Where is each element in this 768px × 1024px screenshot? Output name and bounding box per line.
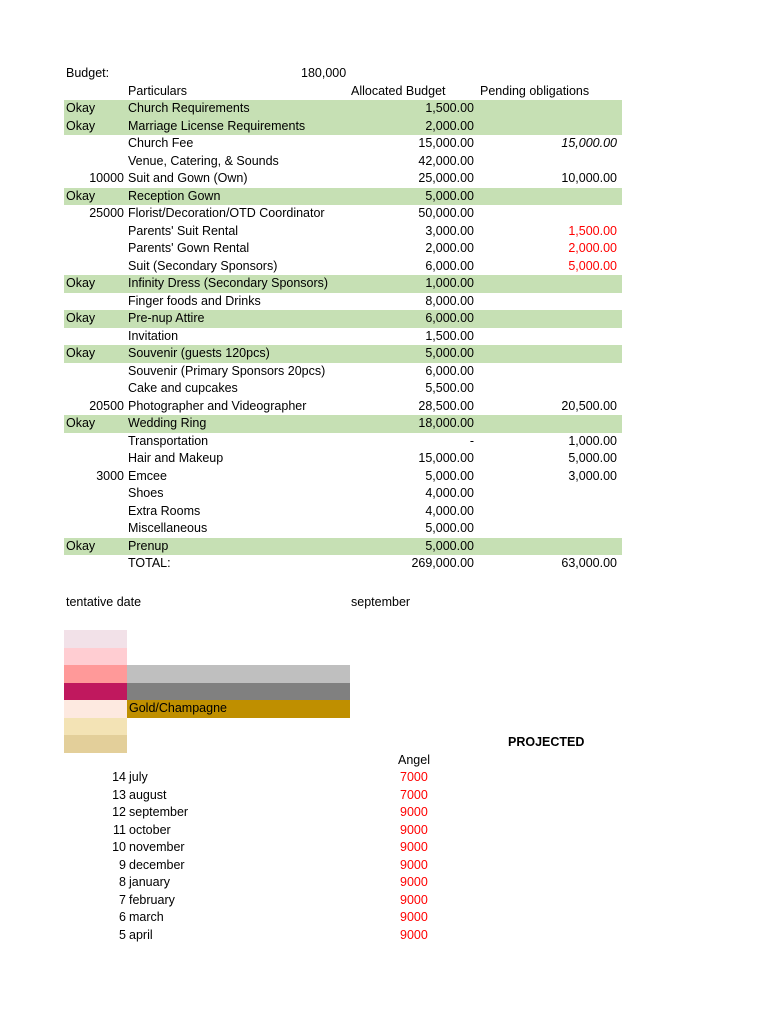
row-particular: Extra Rooms	[128, 503, 201, 518]
color-swatch	[64, 735, 127, 753]
table-row	[64, 415, 622, 433]
budget-value: 180,000	[301, 66, 347, 80]
projected-row-month: march	[129, 910, 164, 924]
row-pending-obligation: 1,500.00	[568, 223, 617, 238]
row-allocated-budget: 15,000.00	[418, 451, 474, 465]
column-header-allocated: Allocated Budget	[351, 84, 446, 98]
row-allocated-budget: 2,000.00	[425, 118, 474, 133]
row-particular: Transportation	[128, 433, 209, 448]
table-row	[64, 380, 622, 398]
projected-row-number: 11	[113, 822, 126, 837]
row-allocated-budget: 1,500.00	[425, 101, 474, 115]
row-pending-obligation: 15,000.00	[561, 136, 617, 150]
row-particular: Shoes	[128, 486, 164, 500]
table-row	[64, 520, 622, 538]
table-row	[64, 468, 622, 486]
table-row	[64, 153, 622, 171]
projected-row-amount: 9000	[400, 840, 428, 854]
table-row	[64, 170, 622, 188]
table-row	[64, 118, 622, 136]
row-status: Okay	[66, 101, 96, 115]
color-swatch	[64, 665, 127, 683]
color-swatch	[64, 648, 127, 666]
row-allocated-budget: 6,000.00	[425, 311, 474, 325]
color-bar	[127, 700, 350, 718]
projected-row-number: 14	[112, 770, 126, 784]
row-pending-obligation: 5,000.00	[568, 258, 617, 273]
column-header-pending: Pending obligations	[480, 84, 590, 98]
budget-label: Budget:	[66, 66, 110, 80]
row-allocated-budget: 5,000.00	[425, 538, 474, 553]
row-allocated-budget: 50,000.00	[418, 206, 474, 220]
table-row	[64, 555, 622, 573]
row-allocated-budget: 1,500.00	[425, 328, 474, 343]
table-row	[64, 345, 622, 363]
row-particular: Prenup	[128, 538, 169, 553]
projected-row-number: 10	[112, 840, 126, 854]
row-allocated-budget: 5,000.00	[425, 188, 474, 203]
row-particular: Emcee	[128, 468, 167, 483]
row-allocated-budget: 18,000.00	[418, 416, 474, 430]
projected-row-month: july	[129, 770, 148, 784]
color-bar	[127, 683, 350, 701]
row-particular: Souvenir (Primary Sponsors 20pcs)	[128, 363, 326, 378]
projected-row-amount: 9000	[400, 910, 428, 924]
row-allocated-budget: -	[469, 433, 474, 448]
row-side-number: 3000	[96, 468, 124, 483]
row-allocated-budget: 25,000.00	[418, 171, 474, 185]
projected-row-month: december	[129, 857, 185, 872]
tentative-date-label: tentative date	[66, 595, 142, 609]
row-allocated-budget: 4,000.00	[425, 486, 474, 500]
projected-row-number: 13	[112, 787, 126, 802]
row-status: Okay	[66, 538, 96, 553]
row-allocated-budget: 28,500.00	[418, 398, 474, 413]
projected-title: PROJECTED	[508, 735, 585, 749]
projected-row-amount: 9000	[400, 805, 428, 819]
table-row	[64, 188, 622, 206]
row-particular: Florist/Decoration/OTD Coordinator	[128, 206, 325, 220]
projected-row-amount: 9000	[400, 875, 428, 889]
projected-row-number: 7	[119, 892, 126, 907]
projected-row-amount: 7000	[400, 770, 428, 784]
projected-row-month: october	[129, 822, 171, 837]
table-row	[64, 538, 622, 556]
row-status: Okay	[66, 346, 96, 360]
row-particular: Reception Gown	[128, 188, 221, 203]
table-row	[64, 240, 622, 258]
table-row	[64, 310, 622, 328]
row-particular: Hair and Makeup	[128, 451, 224, 465]
projected-row-number: 12	[112, 805, 126, 819]
row-particular: Parents' Gown Rental	[128, 241, 250, 255]
table-row	[64, 100, 622, 118]
row-allocated-budget: 5,500.00	[425, 381, 474, 395]
projected-row-month: november	[129, 840, 185, 854]
table-row	[64, 258, 622, 276]
projected-row-number: 8	[119, 875, 126, 889]
column-header-particulars: Particulars	[128, 84, 188, 98]
row-particular: Suit and Gown (Own)	[128, 171, 248, 185]
tentative-date-value: september	[351, 595, 411, 609]
row-particular: TOTAL:	[128, 556, 171, 570]
row-particular: Invitation	[128, 328, 179, 343]
row-side-number: 10000	[89, 171, 124, 185]
row-status: Okay	[66, 416, 96, 430]
row-side-number: 20500	[89, 398, 124, 413]
row-pending-obligation: 20,500.00	[561, 398, 617, 413]
row-pending-obligation: 63,000.00	[561, 556, 617, 570]
row-pending-obligation: 1,000.00	[568, 433, 617, 448]
row-particular: Cake and cupcakes	[128, 381, 238, 395]
row-allocated-budget: 6,000.00	[425, 363, 474, 378]
row-status: Okay	[66, 276, 96, 290]
row-pending-obligation: 3,000.00	[568, 468, 617, 483]
row-side-number: 25000	[89, 206, 124, 220]
row-allocated-budget: 2,000.00	[425, 241, 474, 255]
projected-row-number: 6	[119, 910, 126, 924]
projected-row-amount: 9000	[400, 857, 428, 872]
table-row	[64, 398, 622, 416]
row-status: Okay	[66, 188, 96, 203]
table-row	[64, 433, 622, 451]
row-particular: Photographer and Videographer	[128, 398, 307, 413]
row-pending-obligation: 2,000.00	[568, 241, 617, 255]
row-particular: Miscellaneous	[128, 521, 208, 535]
table-row	[64, 293, 622, 311]
table-row	[64, 328, 622, 346]
projected-row-amount: 9000	[400, 892, 428, 907]
table-row	[64, 485, 622, 503]
row-allocated-budget: 15,000.00	[418, 136, 474, 150]
row-allocated-budget: 5,000.00	[425, 521, 474, 535]
row-status: Okay	[66, 118, 96, 133]
row-pending-obligation: 5,000.00	[568, 451, 617, 465]
row-allocated-budget: 42,000.00	[418, 153, 474, 168]
projected-row-amount: 7000	[400, 787, 428, 802]
row-particular: Church Requirements	[128, 101, 250, 115]
row-allocated-budget: 4,000.00	[425, 503, 474, 518]
row-particular: Pre-nup Attire	[128, 311, 205, 325]
color-bar	[127, 665, 350, 683]
row-allocated-budget: 269,000.00	[411, 556, 474, 570]
row-particular: Wedding Ring	[128, 416, 207, 430]
projected-row-number: 9	[119, 857, 126, 872]
color-swatch	[64, 683, 127, 701]
row-particular: Souvenir (guests 120pcs)	[128, 346, 270, 360]
row-particular: Infinity Dress (Secondary Sponsors)	[128, 276, 329, 290]
color-swatch	[64, 630, 127, 648]
table-row	[64, 450, 622, 468]
row-allocated-budget: 3,000.00	[425, 223, 474, 238]
color-swatch	[64, 718, 127, 736]
row-particular: Marriage License Requirements	[128, 118, 306, 133]
table-row	[64, 363, 622, 381]
row-particular: Suit (Secondary Sponsors)	[128, 258, 278, 273]
row-particular: Venue, Catering, & Sounds	[128, 153, 279, 168]
row-particular: Church Fee	[128, 136, 194, 150]
row-particular: Finger foods and Drinks	[128, 293, 261, 308]
projected-row-month: february	[129, 892, 175, 907]
color-swatch	[64, 700, 127, 718]
projected-column-angel: Angel	[398, 753, 430, 767]
projected-row-number: 5	[119, 927, 126, 942]
row-allocated-budget: 6,000.00	[425, 258, 474, 273]
row-allocated-budget: 1,000.00	[425, 276, 474, 290]
projected-row-month: april	[129, 927, 153, 942]
table-row	[64, 205, 622, 223]
table-row	[64, 223, 622, 241]
table-row	[64, 135, 622, 153]
row-status: Okay	[66, 311, 96, 325]
table-row	[64, 503, 622, 521]
row-particular: Parents' Suit Rental	[128, 223, 239, 238]
row-allocated-budget: 8,000.00	[425, 293, 474, 308]
row-allocated-budget: 5,000.00	[425, 468, 474, 483]
projected-row-month: september	[129, 805, 189, 819]
projected-row-month: january	[129, 875, 170, 889]
color-bar-label: Gold/Champagne	[129, 701, 227, 715]
projected-row-amount: 9000	[400, 927, 428, 942]
table-row	[64, 275, 622, 293]
projected-row-amount: 9000	[400, 822, 428, 837]
projected-row-month: august	[129, 787, 167, 802]
row-pending-obligation: 10,000.00	[561, 171, 617, 185]
row-allocated-budget: 5,000.00	[425, 346, 474, 360]
